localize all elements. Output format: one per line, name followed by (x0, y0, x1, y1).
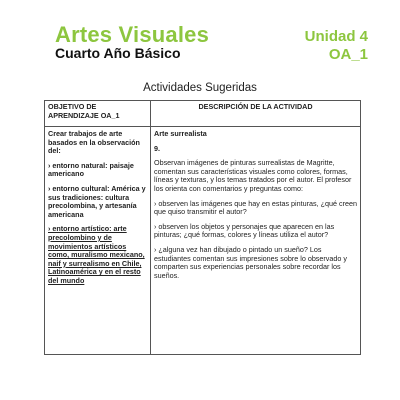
objective-header: OBJETIVO DE APRENDIZAJE OA_1 (45, 101, 151, 127)
section-title: Actividades Sugeridas (143, 82, 257, 94)
activity-paragraph: Observan imágenes de pinturas surrealistas de Magritte, comentan sus características visuales como colores, formas, líneas y texturas, y los temas tratados por el autor. El profesor los orienta con comentarios y preguntas como: (154, 158, 352, 193)
table-header-row (45, 101, 361, 127)
activity-cell (151, 127, 361, 355)
unit-label: Unidad 4 (304, 28, 368, 45)
activity-paragraph: › observen los objetos y personajes que aparecen en las pinturas; ¿qué formas, colores y líneas utiliza el autor? (154, 221, 335, 240)
subject-title: Artes Visuales (55, 22, 210, 47)
oa-label: OA_1 (328, 46, 368, 63)
objective-item: › entorno cultural: América y sus tradiciones: cultura precolombina, y artesanía americana (48, 183, 146, 219)
activity-title: Arte surrealista (154, 129, 207, 138)
activity-paragraph: › ¿alguna vez han dibujado o pintado un sueño? Los estudiantes comentan sus impresiones sobre lo observado y comparten sus experiencias personales sobre recordar los sueños. (154, 244, 347, 280)
objective-intro: Crear trabajos de arte basados en la observación del: (48, 129, 140, 156)
objective-item: › entorno natural: paisaje americano (48, 160, 134, 179)
activity-number: 9. (154, 143, 160, 153)
objective-cell (45, 127, 151, 355)
activity-paragraph: › observen las imágenes que hay en estas pinturas, ¿qué creen que quiso transmitir el autor? (154, 198, 357, 217)
objective-item: › entorno artístico: arte precolombino y de movimientos artísticos como, muralismo mexicano, naif y surrealismo en Chile, Latinoamérica y en el resto del mundo (48, 224, 145, 285)
grade-subtitle: Cuarto Año Básico (55, 45, 181, 61)
description-header: DESCRIPCIÓN DE LA ACTIVIDAD (151, 101, 361, 127)
activities-table (44, 100, 361, 355)
table-row (45, 127, 361, 355)
